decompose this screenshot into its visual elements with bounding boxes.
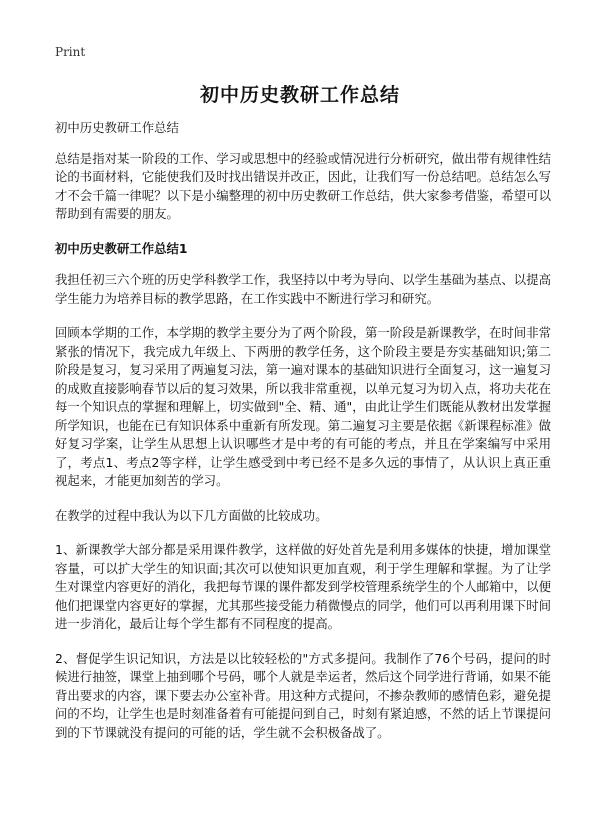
- page-title: 初中历史教研工作总结: [199, 84, 400, 106]
- intro-paragraph: 总结是指对某一阶段的工作、学习或思想中的经验或情况进行分析研究，做出带有规律性结论的书面材料，它能使我们及时找出错误并改正，因此，让我们写一份总结吧。总结怎么写才不会千篇一律呢？以下是小编整理的初中历史教研工作总结，供大家参考借鉴，希望可以帮助到有需要的朋友。: [55, 150, 551, 221]
- body-paragraph-4: 1、新课教学大部分都是采用课件教学，这样做的好处首先是利用多媒体的快捷，增加课堂容量，可以扩大学生的知识面;其次可以使知识更加直观，利于学生理解和掌握。为了让学生对课堂内容更好的消化，我把每节课的课件都发到学校管理系统学生的个人邮箱中，以便他们把课堂内容更好的掌握，尤其那些接受能力稍微慢点的同学，他们可以再利用课下时间进一步消化，最后让每个学生都有不同程度的提高。: [55, 542, 551, 631]
- body-paragraph-3: 在教学的过程中我认为以下几方面做的比较成功。: [55, 507, 328, 523]
- body-paragraph-5: 2、督促学生识记知识，方法是以比较轻松的"方式多提问。我制作了76个号码，提问的时候进行抽签，课堂上抽到哪个号码，哪个人就是幸运者，然后这个同学进行背诵，如果不能背出要求的内容，课下要去办公室补背。用这种方式提问，不掺杂教师的感情色彩，避免提问的不均，让学生也是时刻准备着有可能提问到自己，时刻有紧迫感，不然的话上节课提问到的下节课就没有提问的可能的话，学生就不会积极备战了。: [55, 650, 551, 740]
- body-paragraph-2: 回顾本学期的工作，本学期的教学主要分为了两个阶段，第一阶段是新课教学，在时间非常紧张的情况下，我完成九年级上、下两册的教学任务，这个阶段主要是夯实基础知识;第二阶段是复习，复习采用了两遍复习法，第一遍对课本的基础知识进行全面复习，这一遍复习的成败直接影响春节以后的复习效果，所以我非常重视，以单元复习为切入点，将功夫花在每一个知识点的掌握和理解上，切实做到"全、精、通"，由此让学生们既能从教材出发掌握所学知识，也能在已有知识体系中重新有所发现。第二遍复习主要是依据《新课程标准》做好复习学案，让学生从思想上认识哪些才是中考的有可能的考点，并且在学案编写中采用了，考点1、考点2等字样，让学生感受到中考已经不是多久远的事情了，从认识上真正重视起来，才能更加刻苦的学习。: [55, 325, 551, 488]
- print-label: Print: [55, 45, 86, 59]
- document-body: [55, 119, 551, 758]
- document-subtitle: 初中历史教研工作总结: [55, 120, 179, 135]
- section-heading: 初中历史教研工作总结1: [55, 240, 188, 256]
- body-paragraph-1: 我担任初三六个班的历史学科教学工作，我坚持以中考为导向、以学生基础为基点、以提高学生能力为培养目标的教学思路，在工作实践中不断进行学习和研究。: [55, 272, 551, 306]
